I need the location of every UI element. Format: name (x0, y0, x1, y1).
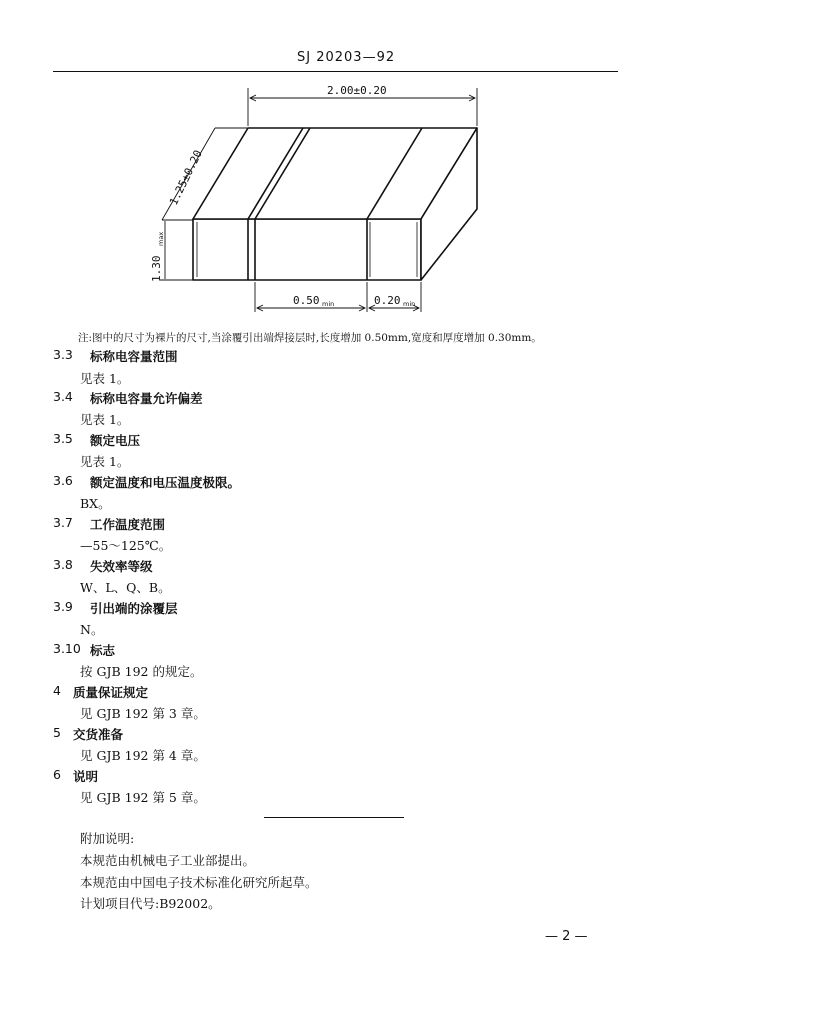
section-4-heading (0, 683, 815, 703)
appendix-line: 计划项目代号:B92002。 (80, 896, 221, 911)
section-title: 标称电容量允许偏差 (90, 391, 203, 406)
section-number: 3.4 (53, 389, 73, 404)
section-title: 标称电容量范围 (90, 349, 178, 364)
section-separator (264, 817, 404, 818)
section-number: 3.7 (53, 515, 73, 530)
section-3-5-heading (0, 431, 815, 451)
section-number: 3.9 (53, 599, 73, 614)
section-number: 6 (53, 767, 61, 782)
section-body: 见表 1。 (80, 412, 130, 427)
section-body: 见表 1。 (80, 454, 130, 469)
section-body: W、L、Q、B。 (80, 580, 171, 595)
section-number: 3.3 (53, 347, 73, 362)
section-number: 3.10 (53, 641, 81, 656)
appendix-title: 附加说明: (80, 831, 135, 846)
section-number: 3.6 (53, 473, 73, 488)
section-5-heading (0, 725, 815, 745)
page-number: — 2 — (545, 929, 588, 944)
dim-terminal-gap-sub: min (322, 300, 335, 308)
section-body: 按 GJB 192 的规定。 (80, 664, 203, 679)
header-rule (53, 71, 618, 72)
section-title: 额定电压 (90, 433, 141, 448)
figure-note: 注:图中的尺寸为裸片的尺寸,当涂覆引出端焊接层时,长度增加 0.50mm,宽度和厚度增加 0.30mm。 (78, 332, 542, 344)
section-title: 交货准备 (73, 727, 124, 742)
section-3-7-heading (0, 515, 815, 535)
section-3-9-heading (0, 599, 815, 619)
chip-front-face (193, 219, 421, 280)
section-title: 工作温度范围 (90, 517, 166, 532)
section-body: BX。 (80, 496, 111, 511)
section-number: 3.8 (53, 557, 73, 572)
chip-dimension-figure (140, 82, 500, 322)
section-number: 5 (53, 725, 61, 740)
appendix-line: 本规范由中国电子技术标准化研究所起草。 (80, 875, 318, 890)
section-3-3-heading (0, 347, 815, 367)
section-title: 质量保证规定 (73, 685, 149, 700)
dim-height-sub: max (157, 231, 165, 246)
section-body: —55～125℃。 (80, 538, 172, 553)
section-number: 4 (53, 683, 61, 698)
section-title: 额定温度和电压温度极限。 (90, 475, 241, 490)
section-3-6-heading (0, 473, 815, 493)
dim-terminal-width-sub: min (403, 300, 416, 308)
section-3-10-heading (0, 641, 815, 661)
section-number: 3.5 (53, 431, 73, 446)
section-body: 见表 1。 (80, 371, 130, 386)
dim-height-label: 1.30 (150, 255, 163, 282)
section-body: 见 GJB 192 第 5 章。 (80, 790, 206, 805)
dim-length-label: 2.00±0.20 (327, 84, 387, 97)
appendix-line: 本规范由机械电子工业部提出。 (80, 853, 256, 868)
dim-width-label: 1.25±0.20 (167, 148, 205, 208)
section-body: 见 GJB 192 第 3 章。 (80, 706, 206, 721)
section-title: 标志 (90, 643, 116, 658)
dim-terminal-gap-label: 0.50 (293, 294, 320, 307)
document-code: SJ 20203—92 (297, 50, 396, 65)
section-3-4-heading (0, 389, 815, 409)
section-title: 失效率等级 (90, 559, 153, 574)
section-3-8-heading (0, 557, 815, 577)
section-title: 引出端的涂覆层 (90, 601, 178, 616)
dim-terminal-width-label: 0.20 (374, 294, 401, 307)
section-body: 见 GJB 192 第 4 章。 (80, 748, 206, 763)
section-title: 说明 (73, 769, 99, 784)
section-body: N。 (80, 622, 104, 637)
section-6-heading (0, 767, 815, 787)
